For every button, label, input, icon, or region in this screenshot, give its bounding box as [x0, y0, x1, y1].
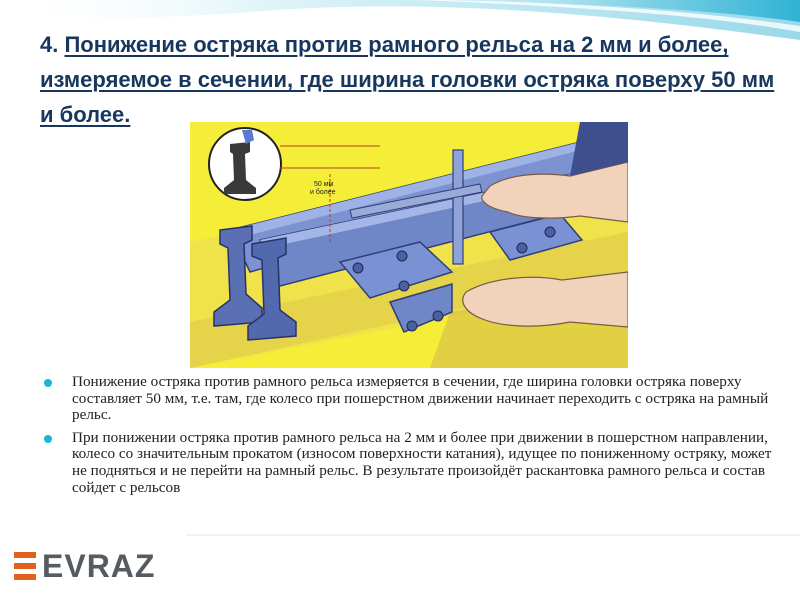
slide-title — [40, 27, 780, 132]
bullet-text-2: При понижении остряка против рамного рельса на 2 мм и более при движении в пошерстном направлении, колесо со значительным прокатом (износом поверхности катания), идущее по пониженному остряку, может не подняться и не перейти на рамный рельс. В результате произойдёт раскантовка рамного рельса и состав сойдет с рельсов — [72, 428, 772, 496]
logo-text: EVRAZ — [42, 548, 156, 584]
bullet-item — [44, 430, 784, 496]
bullet-text-1: Понижение остряка против рамного рельса измеряется в сечении, где ширина головки остряка поверху составляет 50 мм, т.е. там, где колесо при пошерстном движении начинает переходить с остряка на рамный рельс. — [72, 373, 769, 424]
title-number: 4. — [40, 32, 59, 57]
callout-line-1: 50 мм — [314, 181, 334, 188]
title-text: Понижение остряка против рамного рельса на 2 мм и более, измеряемое в сечении, где ширина головки остряка поверху 50 мм и более. — [40, 32, 775, 127]
logo-mark-icon — [14, 552, 36, 580]
rail-measurement-illustration — [190, 122, 628, 368]
bullet-item — [44, 374, 784, 424]
bullet-icon — [44, 435, 52, 443]
bullet-icon — [44, 379, 52, 387]
evraz-logo — [14, 548, 184, 584]
bullet-list — [44, 374, 784, 502]
callout-line-2: и более — [310, 189, 336, 196]
svg-text:50 мм и более — [310, 181, 336, 196]
